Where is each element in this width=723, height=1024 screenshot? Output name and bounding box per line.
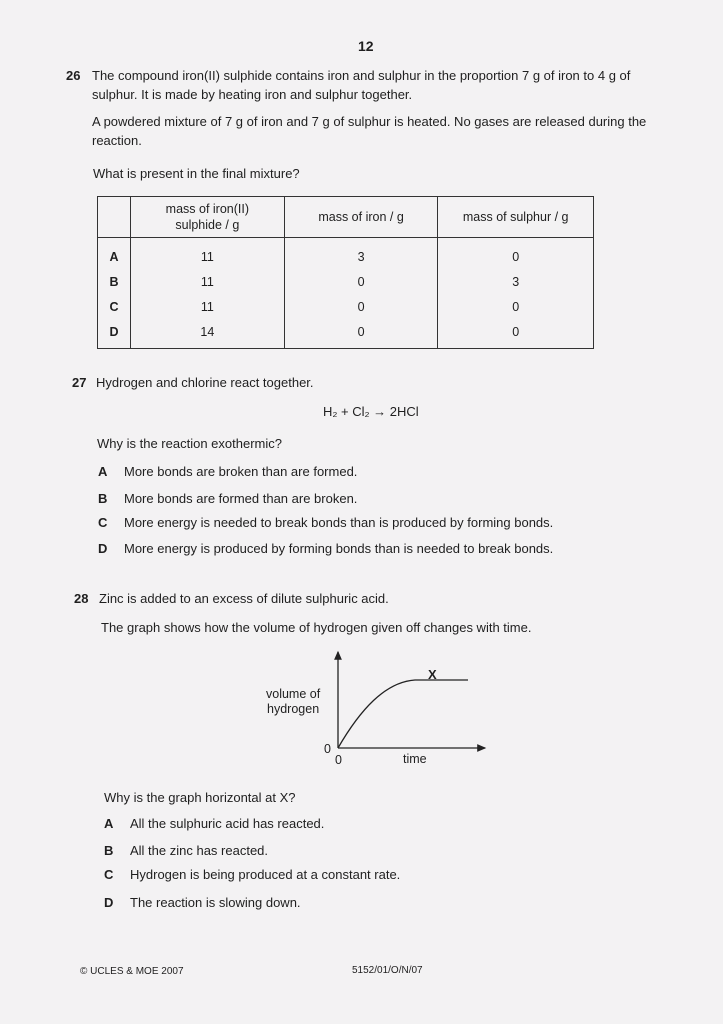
cell-iron-sulphide: 11 [130,238,284,270]
option-text: More bonds are broken than are formed. [124,464,358,479]
footer-paper-code: 5152/01/O/N/07 [352,965,423,976]
cell-sulphur: 0 [438,319,594,349]
option-text: All the zinc has reacted. [130,843,269,858]
option-letter: C [104,867,114,882]
question-27-stem: Hydrogen and chlorine react together. [96,375,314,390]
option-text: The reaction is slowing down. [130,895,301,910]
table-row [98,269,594,294]
question-28-context: The graph shows how the volume of hydrogen given off changes with time. [101,620,532,635]
option-letter: B [98,491,108,506]
volume-curve [338,680,468,748]
option-text: More energy is produced by forming bonds than is needed to break bonds. [124,541,554,556]
question-26-stem: The compound iron(II) sulphide contains iron and sulphur in the proportion 7 g of iron to 4 g of sulphur. It is made by heating iron and sulphur together. [92,68,631,102]
question-27-number: 27 [72,375,87,390]
option-letter: D [98,319,131,349]
cell-iron: 0 [284,319,438,349]
cell-iron-sulphide: 14 [130,319,284,349]
option-letter: B [98,269,131,294]
y-axis-label [266,687,320,717]
option-text: All the sulphuric acid has reacted. [130,816,325,831]
cell-iron: 3 [284,238,438,270]
cell-sulphur: 0 [438,238,594,270]
table-row [98,294,594,319]
y-origin-label: 0 [324,742,331,756]
table-header-iron-sulphide: mass of iron(II) sulphide / g [130,197,284,238]
cell-iron: 0 [284,294,438,319]
question-26-context: A powdered mixture of 7 g of iron and 7 g of sulphur is heated. No gases are released during the reaction. [92,114,647,148]
question-26-prompt: What is present in the final mixture? [93,166,300,181]
option-text: More energy is needed to break bonds than is produced by forming bonds. [124,515,554,530]
cell-iron: 0 [284,269,438,294]
table-row [98,238,594,270]
cell-iron-sulphide: 11 [130,294,284,319]
x-origin-label: 0 [335,753,342,767]
question-27-prompt: Why is the reaction exothermic? [97,436,282,451]
x-axis-label: time [403,752,427,766]
option-letter: A [98,238,131,270]
page-number: 12 [358,38,374,54]
option-letter: D [104,895,114,910]
question-28-number: 28 [74,591,89,606]
cell-sulphur: 3 [438,269,594,294]
question-26-table [97,196,594,349]
option-text: More bonds are formed than are broken. [124,491,358,506]
table-header-iron: mass of iron / g [284,197,438,238]
question-28-stem: Zinc is added to an excess of dilute sulphuric acid. [99,591,389,606]
cell-iron-sulphide: 11 [130,269,284,294]
question-28-prompt [104,788,296,807]
table-header-sulphur: mass of sulphur / g [438,197,594,238]
option-letter: B [104,843,114,858]
y-axis-label-line2: hydrogen [267,702,320,716]
option-letter: A [104,816,114,831]
cell-sulphur: 0 [438,294,594,319]
question-28-prompt-text: Why is the graph horizontal at X? [104,790,296,805]
option-letter: C [98,515,108,530]
point-x-label: X [428,667,437,682]
y-axis-label-line1: volume of [266,687,321,701]
question-27-equation: H₂ + Cl₂ → 2HCl [323,404,419,419]
option-letter: C [98,294,131,319]
option-text: Hydrogen is being produced at a constant rate. [130,867,401,882]
question-26-number: 26 [66,68,81,83]
option-letter: A [98,464,108,479]
option-letter: D [98,541,108,556]
table-header-blank [98,197,131,238]
footer-copyright: © UCLES & MOE 2007 [80,966,184,977]
table-row [98,319,594,349]
